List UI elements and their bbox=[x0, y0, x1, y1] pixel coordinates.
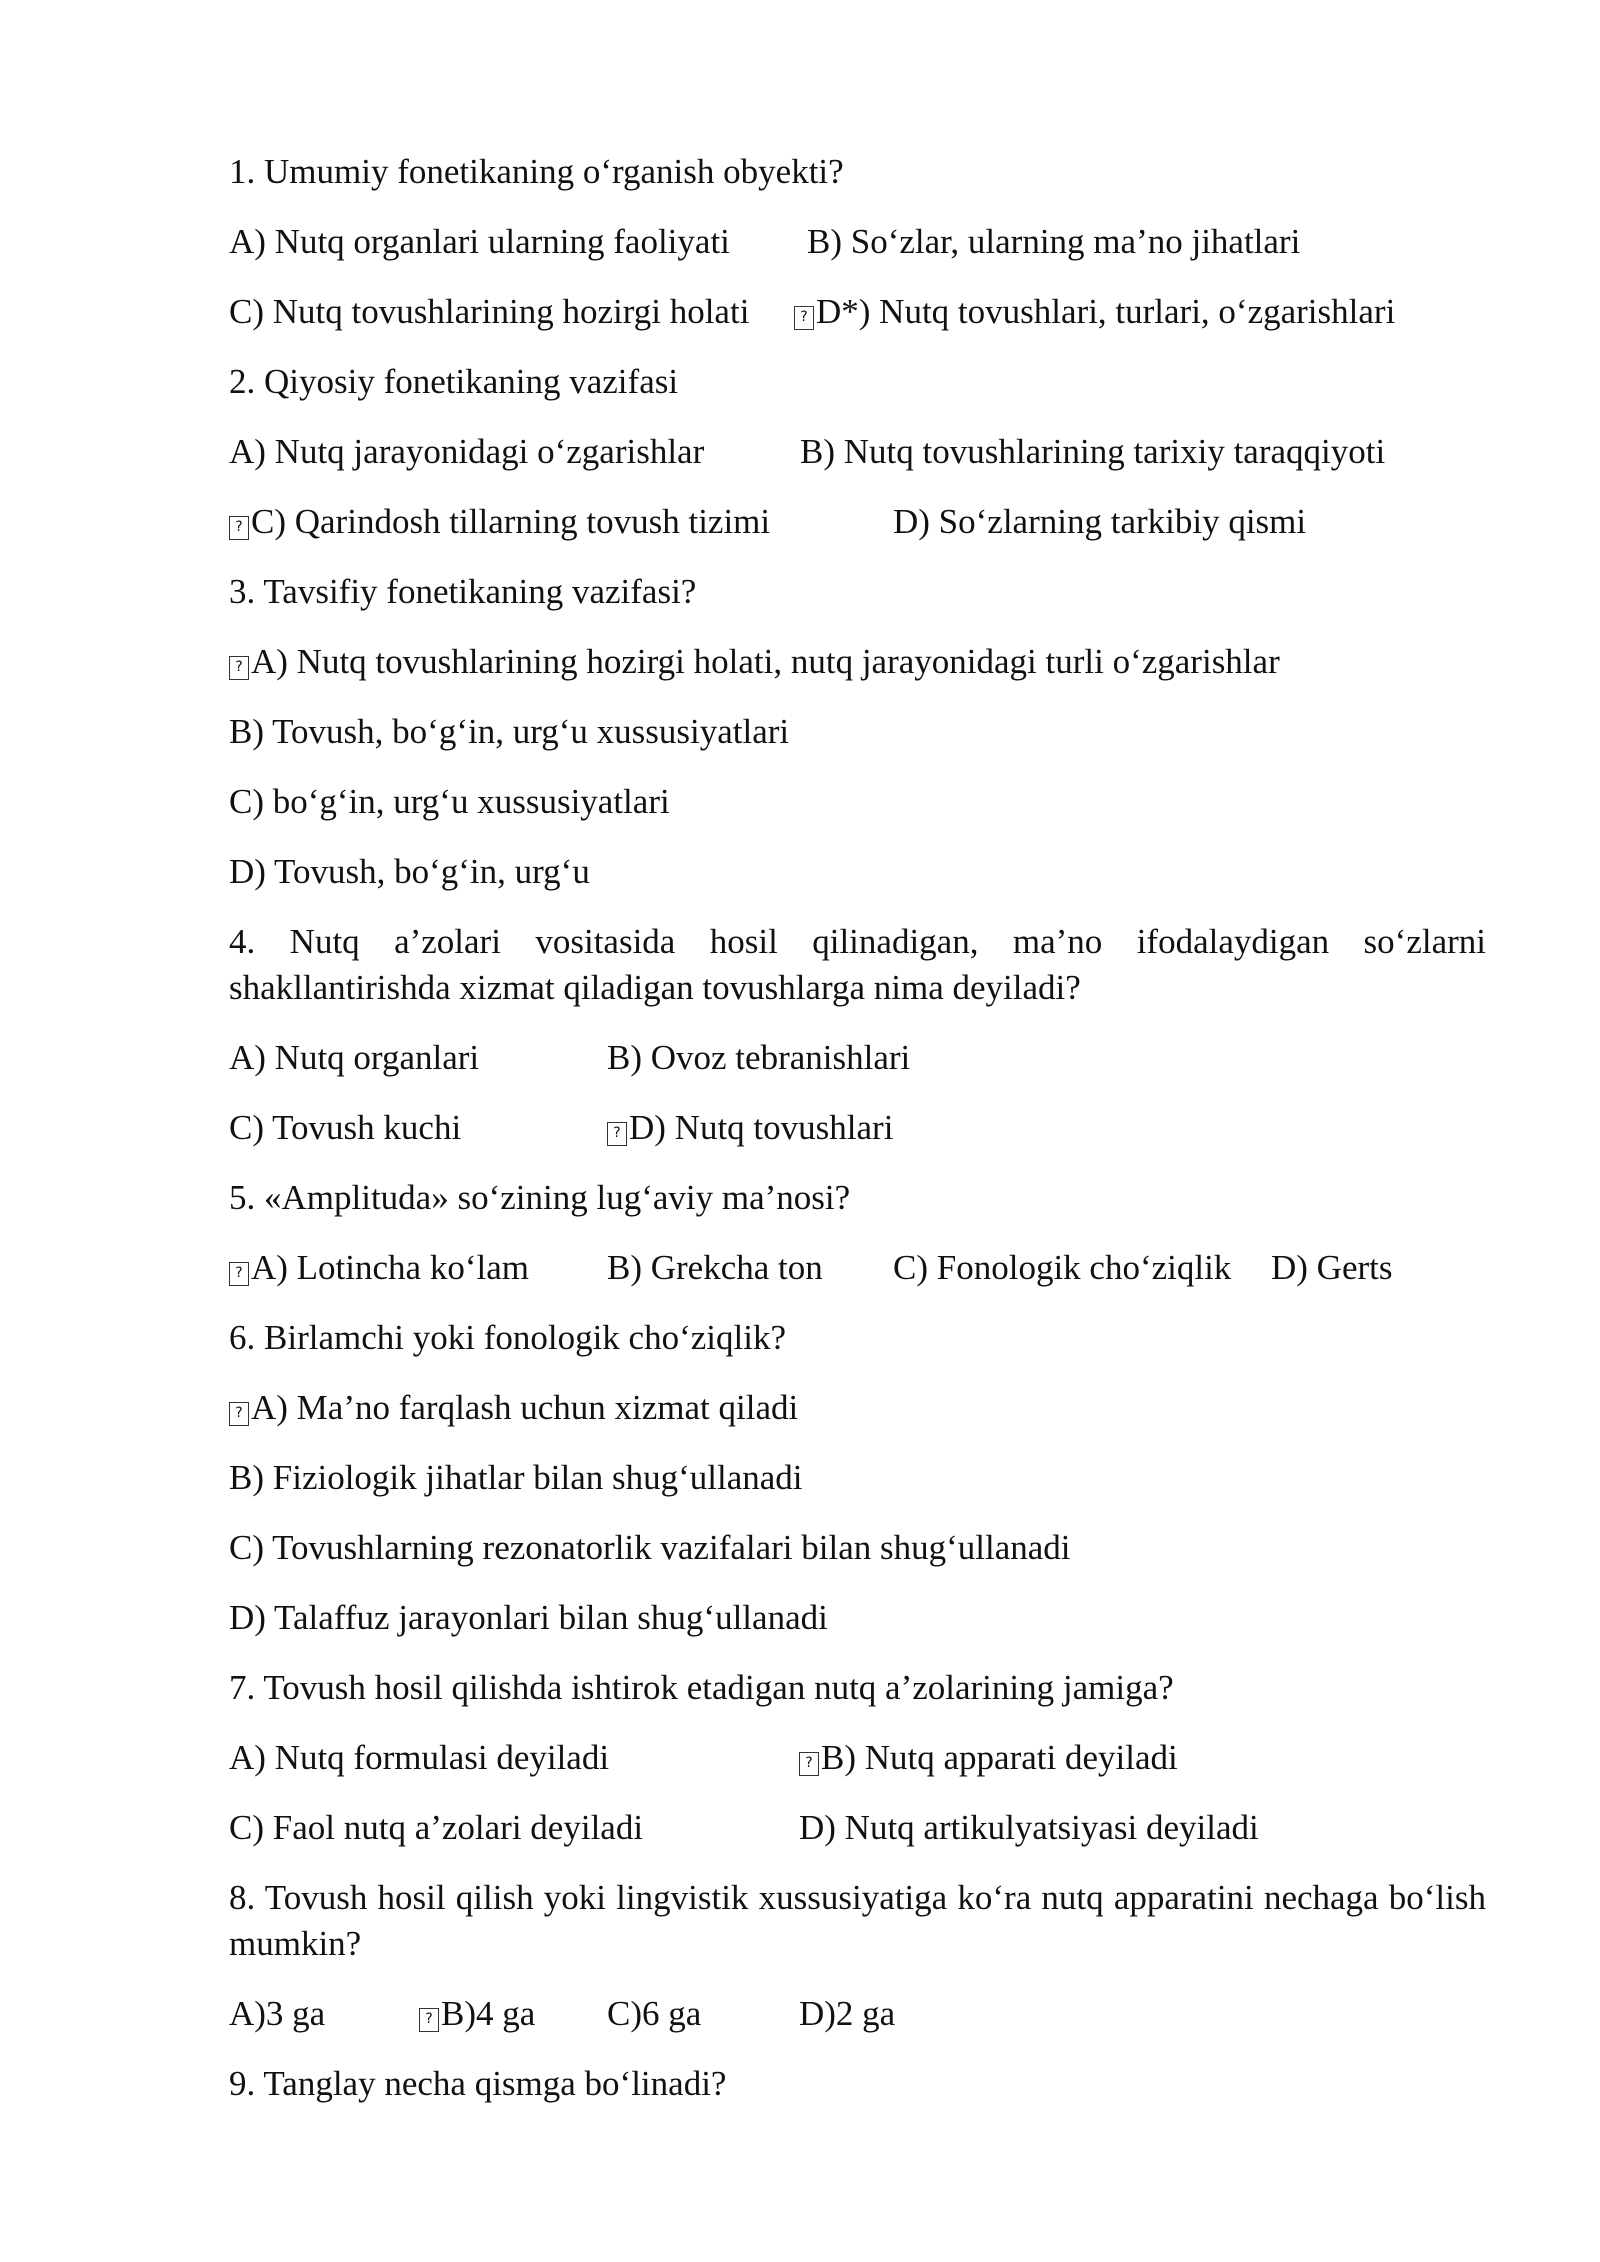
option-4d-wrap bbox=[607, 1105, 893, 1151]
question-5: 5. «Amplituda» so‘zining lug‘aviy ma’nosi? bbox=[229, 1178, 851, 1217]
option-2b: B) Nutq tovushlarining tarixiy taraqqiyoti bbox=[800, 432, 1386, 471]
option-4b: B) Ovoz tebranishlari bbox=[607, 1038, 911, 1077]
question-7: 7. Tovush hosil qilishda ishtirok etadigan nutq a’zolarining jamiga? bbox=[229, 1668, 1174, 1707]
option-8b-wrap bbox=[419, 1991, 607, 2037]
option-8b: B)4 ga bbox=[441, 1994, 536, 2033]
option-5a: A) Lotincha ko‘lam bbox=[251, 1248, 529, 1287]
option-7c: C) Faol nutq a’zolari deyiladi bbox=[229, 1808, 644, 1847]
test-content bbox=[229, 149, 1486, 2131]
option-2d: D) So‘zlarning tarkibiy qismi bbox=[893, 502, 1307, 541]
option-4a: A) Nutq organlari bbox=[229, 1038, 480, 1077]
options-row bbox=[229, 1991, 1486, 2037]
option-7d: D) Nutq artikulyatsiyasi deyiladi bbox=[799, 1808, 1259, 1847]
option-5a-wrap bbox=[229, 1245, 607, 1291]
question-4: 4. Nutq a’zolari vositasida hosil qilinadigan, ma’no ifodalaydigan so‘zlarni shakllantirishda xizmat qiladigan tovushlarga nima deyiladi? bbox=[229, 922, 1486, 1007]
options-row bbox=[229, 1805, 1486, 1851]
option-3d: D) Tovush, bo‘g‘in, urg‘u bbox=[229, 852, 590, 891]
options-row bbox=[229, 1105, 1486, 1151]
option-8a: A)3 ga bbox=[229, 1994, 326, 2033]
question-6: 6. Birlamchi yoki fonologik cho‘ziqlik? bbox=[229, 1318, 786, 1357]
option-1d-wrap bbox=[794, 289, 1395, 335]
options-row bbox=[229, 289, 1486, 335]
question-3: 3. Tavsifiy fonetikaning vazifasi? bbox=[229, 572, 697, 611]
options-row bbox=[229, 499, 1486, 545]
options-row bbox=[229, 1735, 1486, 1781]
option-3a-wrap bbox=[229, 639, 1486, 685]
options-row bbox=[229, 219, 1486, 265]
option-6d: D) Talaffuz jarayonlari bilan shug‘ullanadi bbox=[229, 1598, 828, 1637]
option-6a: A) Ma’no farqlash uchun xizmat qiladi bbox=[251, 1388, 799, 1427]
question-2: 2. Qiyosiy fonetikaning vazifasi bbox=[229, 362, 679, 401]
missing-glyph-icon bbox=[229, 1402, 249, 1426]
missing-glyph-icon bbox=[229, 516, 249, 540]
option-2c: C) Qarindosh tillarning tovush tizimi bbox=[251, 502, 771, 541]
option-4c: C) Tovush kuchi bbox=[229, 1108, 462, 1147]
missing-glyph-icon bbox=[419, 2008, 439, 2032]
option-6b: B) Fiziologik jihatlar bilan shug‘ullanadi bbox=[229, 1458, 803, 1497]
option-1d: D*) Nutq tovushlari, turlari, o‘zgarishlari bbox=[816, 292, 1396, 331]
option-5b: B) Grekcha ton bbox=[607, 1248, 823, 1287]
option-7b: B) Nutq apparati deyiladi bbox=[821, 1738, 1178, 1777]
missing-glyph-icon bbox=[229, 656, 249, 680]
question-1: 1. Umumiy fonetikaning o‘rganish obyekti? bbox=[229, 152, 844, 191]
options-row bbox=[229, 1245, 1486, 1291]
option-8c: C)6 ga bbox=[607, 1994, 702, 2033]
question-9: 9. Tanglay necha qismga bo‘linadi? bbox=[229, 2064, 727, 2103]
option-1c: C) Nutq tovushlarining hozirgi holati bbox=[229, 292, 750, 331]
option-3a: A) Nutq tovushlarining hozirgi holati, nutq jarayonidagi turli o‘zgarishlar bbox=[251, 642, 1280, 681]
option-7b-wrap bbox=[799, 1735, 1178, 1781]
option-3c: C) bo‘g‘in, urg‘u xussusiyatlari bbox=[229, 782, 670, 821]
option-5c: C) Fonologik cho‘ziqlik bbox=[893, 1248, 1232, 1287]
missing-glyph-icon bbox=[607, 1122, 627, 1146]
option-1b: B) So‘zlar, ularning ma’no jihatlari bbox=[807, 222, 1301, 261]
option-5d: D) Gerts bbox=[1271, 1248, 1393, 1287]
missing-glyph-icon bbox=[794, 306, 814, 330]
option-2c-wrap bbox=[229, 499, 893, 545]
missing-glyph-icon bbox=[229, 1262, 249, 1286]
option-2a: A) Nutq jarayonidagi o‘zgarishlar bbox=[229, 432, 705, 471]
option-1a: A) Nutq organlari ularning faoliyati bbox=[229, 222, 730, 261]
option-7a: A) Nutq formulasi deyiladi bbox=[229, 1738, 610, 1777]
missing-glyph-icon bbox=[799, 1752, 819, 1776]
question-8: 8. Tovush hosil qilish yoki lingvistik xussusiyatiga ko‘ra nutq apparatini nechaga bo‘lish mumkin? bbox=[229, 1878, 1486, 1963]
option-6c: C) Tovushlarning rezonatorlik vazifalari bilan shug‘ullanadi bbox=[229, 1528, 1071, 1567]
option-8d: D)2 ga bbox=[799, 1994, 896, 2033]
options-row bbox=[229, 1035, 1486, 1081]
option-4d: D) Nutq tovushlari bbox=[629, 1108, 894, 1147]
option-3b: B) Tovush, bo‘g‘in, urg‘u xussusiyatlari bbox=[229, 712, 790, 751]
options-row bbox=[229, 429, 1486, 475]
option-6a-wrap bbox=[229, 1385, 1486, 1431]
